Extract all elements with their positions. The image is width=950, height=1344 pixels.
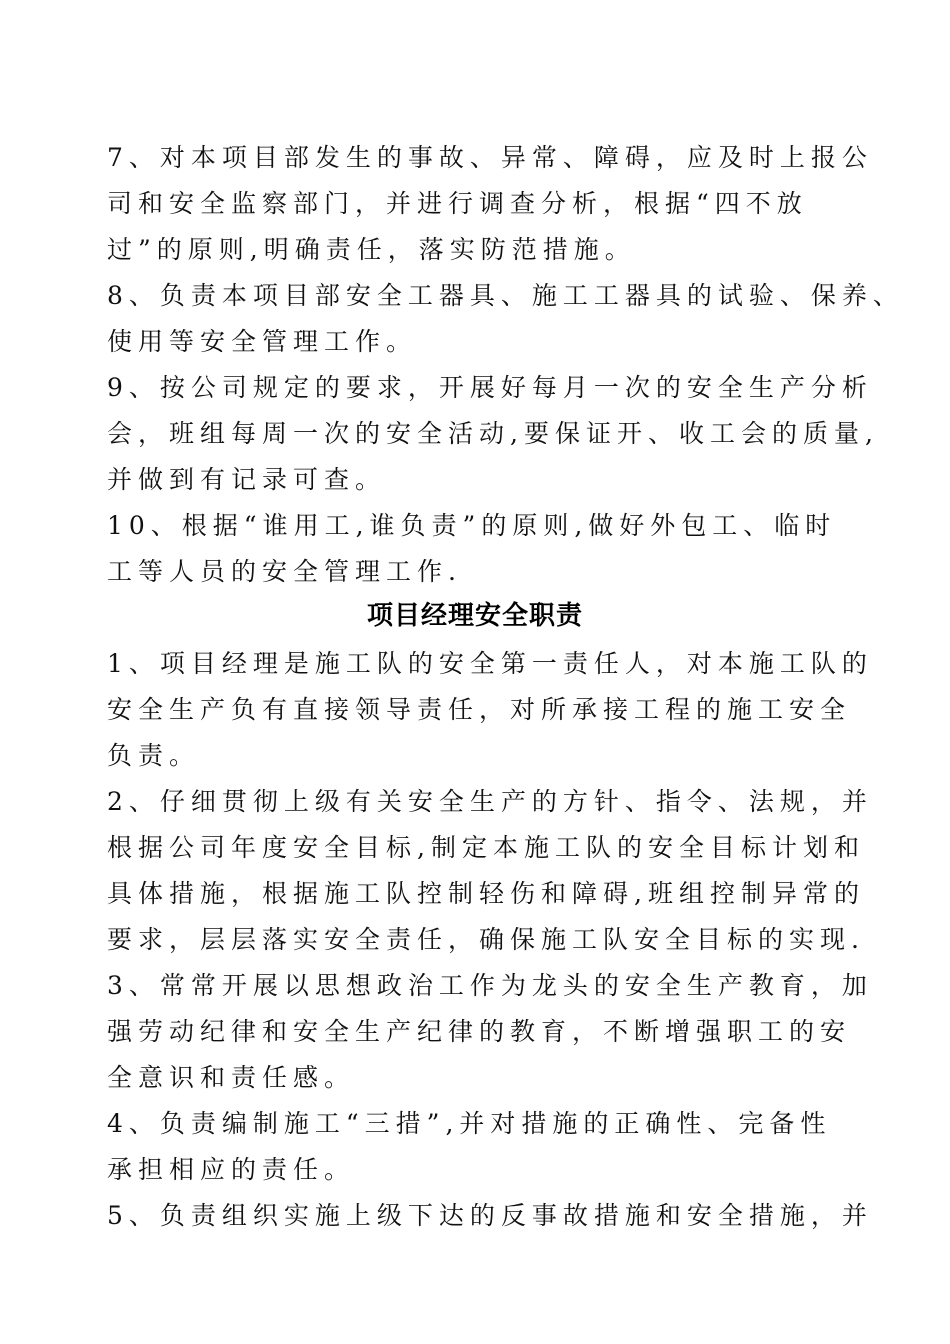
text-line: 7、对本项目部发生的事故、异常、障碍，应及时上报公 [107,143,873,172]
text-line: 8、负责本项目部安全工器具、施工工器具的试验、保养、 [107,281,904,310]
text-line: 工等人员的安全管理工作. [107,557,462,586]
section-title: 项目经理安全职责 [366,601,583,631]
text-line: 全意识和责任感。 [107,1063,356,1092]
text-line: 司和安全监察部门，并进行调查分析，根据“四不放 [107,189,808,218]
text-line: 强劳动纪律和安全生产纪律的教育，不断增强职工的安 [107,1017,852,1046]
text-line: 安全生产负有直接领导责任，对所承接工程的施工安全 [107,695,852,724]
text-line: 具体措施，根据施工队控制轻伤和障碍,班组控制异常的 [107,879,865,908]
text-line: 10、根据“谁用工,谁负责”的原则,做好外包工、临时 [107,511,837,540]
text-line: 9、按公司规定的要求，开展好每月一次的安全生产分析 [107,373,873,402]
text-line: 承担相应的责任。 [107,1155,356,1184]
text-line: 并做到有记录可查。 [107,465,387,494]
text-line: 根据公司年度安全目标,制定本施工队的安全目标计划和 [107,833,865,862]
text-line: 4、负责编制施工“三措”,并对措施的正确性、完备性 [107,1109,832,1138]
text-line: 2、仔细贯彻上级有关安全生产的方针、指令、法规，并 [107,787,873,816]
text-line: 要求，层层落实安全责任，确保施工队安全目标的实现. [107,925,865,954]
text-line: 会，班组每周一次的安全活动,要保证开、收工会的质量, [107,419,879,448]
text-line: 1、项目经理是施工队的安全第一责任人，对本施工队的 [107,649,873,678]
text-line: 过”的原则,明确责任，落实防范措施。 [107,235,636,264]
text-line: 3、常常开展以思想政治工作为龙头的安全生产教育，加 [107,971,873,1000]
text-line: 使用等安全管理工作。 [107,327,418,356]
text-line: 负责。 [107,741,201,770]
text-line: 5、负责组织实施上级下达的反事故措施和安全措施，并 [107,1201,873,1230]
